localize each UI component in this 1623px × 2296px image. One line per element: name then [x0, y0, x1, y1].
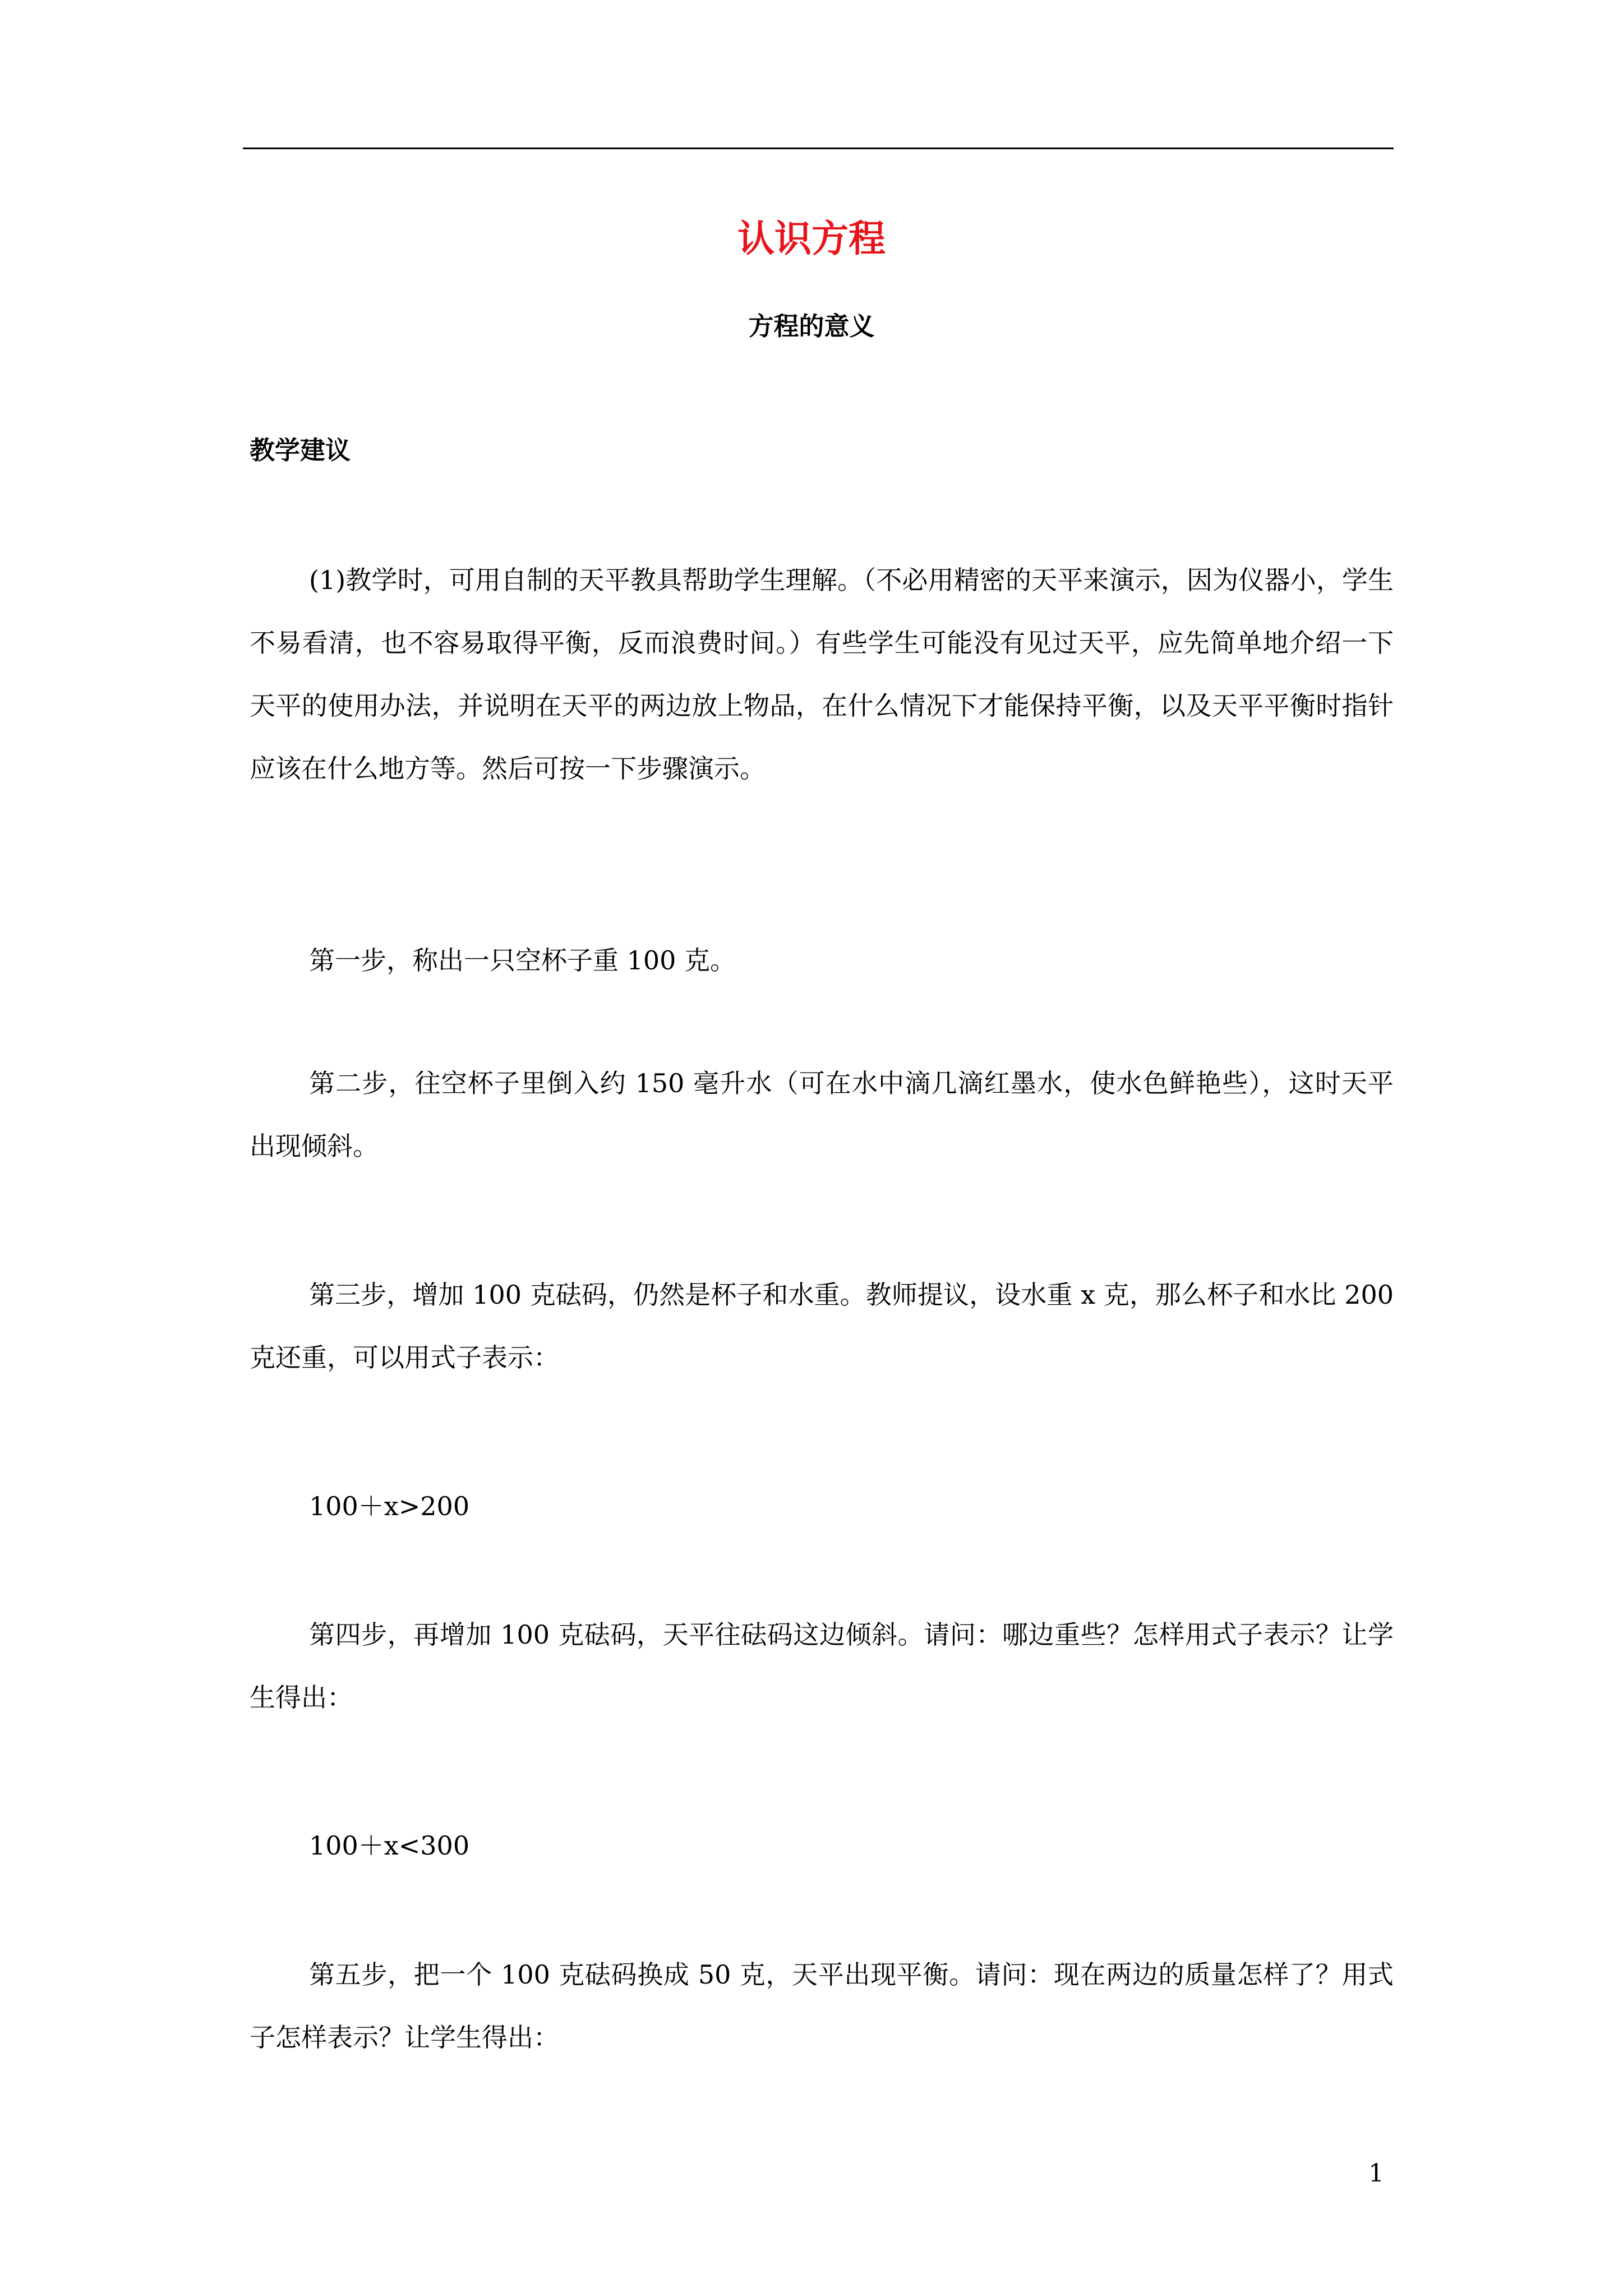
section-heading: 教学建议 [250, 435, 351, 465]
paragraph-step-1: 第一步，称出一只空杯子重 100 克。 [309, 945, 736, 976]
header-rule [243, 148, 1394, 149]
paragraph-step-5: 第五步，把一个 100 克砝码换成 50 克，天平出现平衡。请问：现在两边的质量怎样了？用式子怎样表示？让学生得出： [250, 1959, 1394, 2053]
paragraph-step-2: 第二步，往空杯子里倒入约 150 毫升水（可在水中滴几滴红墨水，使水色鲜艳些），这时天平出现倾斜。 [250, 1068, 1394, 1161]
document-title: 认识方程 [737, 217, 886, 260]
formula-greater-than: 100＋x>200 [309, 1491, 470, 1521]
paragraph-intro: (1)教学时，可用自制的天平教具帮助学生理解。（不必用精密的天平来演示，因为仪器小，学生不易看清，也不容易取得平衡，反而浪费时间。）有些学生可能没有见过天平，应先简单地介绍一下天平的使用办法，并说明在天平的两边放上物品，在什么情况下才能保持平衡，以及天平平衡时指针应该在什么地方等。然后可按一下步骤演示。 [250, 565, 1394, 784]
paragraph-step-3: 第三步，增加 100 克砝码，仍然是杯子和水重。教师提议，设水重 x 克，那么杯子和水比 200 克还重，可以用式子表示： [250, 1280, 1394, 1373]
document-subtitle: 方程的意义 [748, 311, 875, 341]
paragraph-step-4: 第四步，再增加 100 克砝码，天平往砝码这边倾斜。请问：哪边重些？怎样用式子表示？让学生得出： [250, 1619, 1394, 1713]
page-number: 1 [1368, 2159, 1384, 2188]
formula-less-than: 100＋x<300 [309, 1830, 470, 1861]
